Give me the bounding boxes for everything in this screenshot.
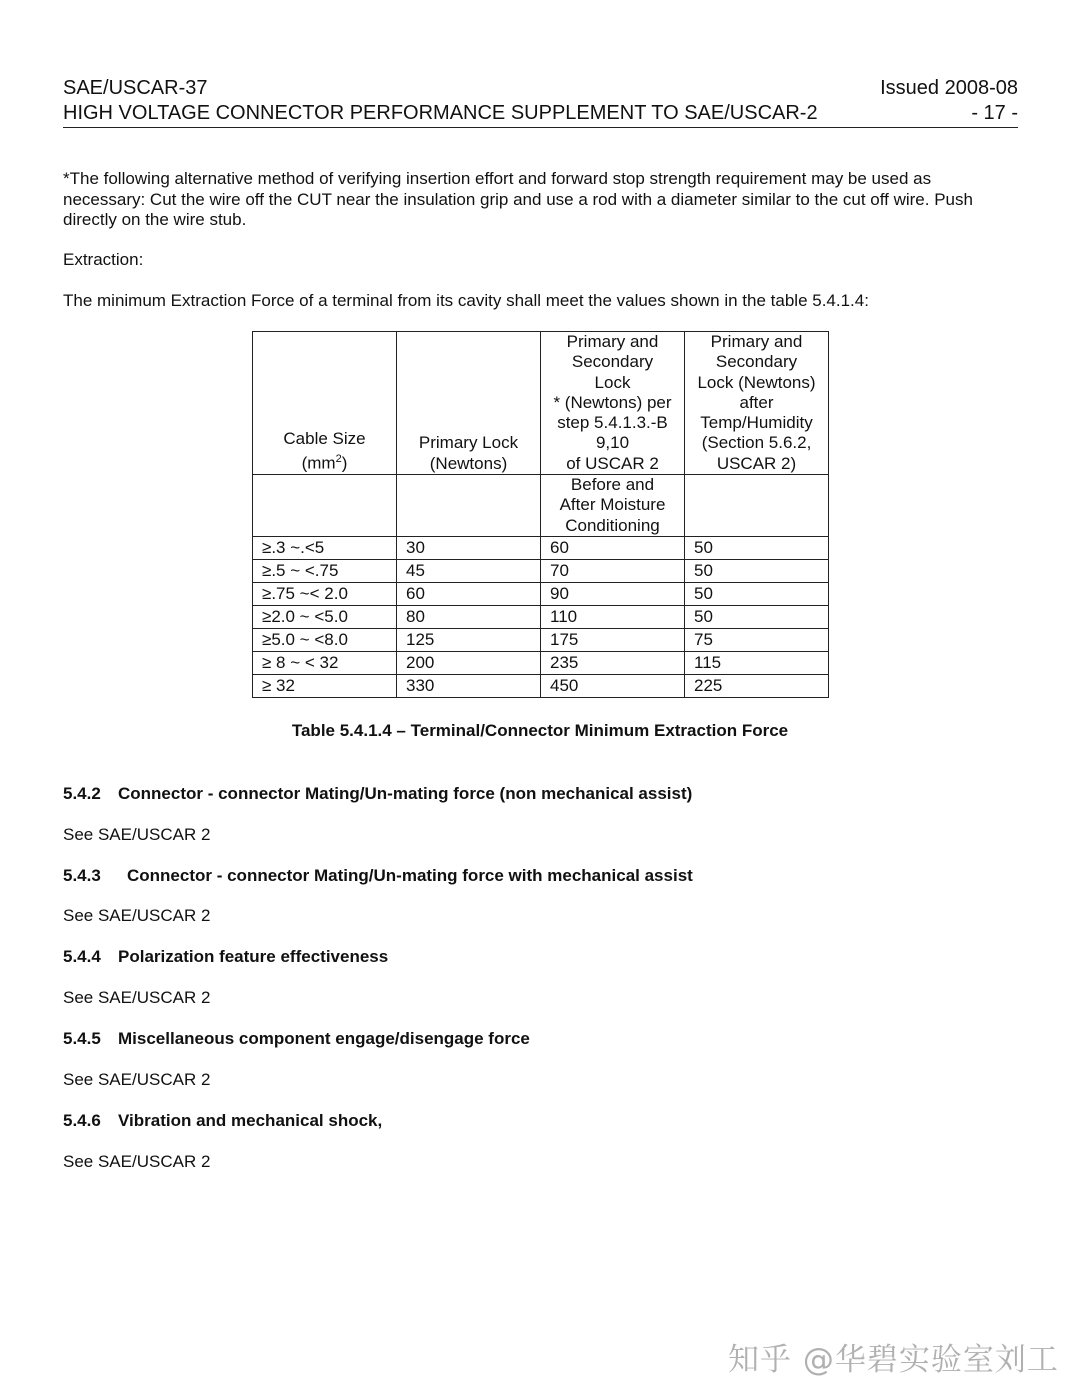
- section-heading-5-4-2: 5.4.2 Connector - connector Mating/Un-mating force (non mechanical assist): [63, 784, 693, 803]
- table-row: ≥ 32 330 450 225: [253, 675, 829, 698]
- section-heading-5-4-5: 5.4.5 Miscellaneous component engage/disengage force: [63, 1029, 530, 1048]
- page-number: - 17 -: [971, 102, 1018, 124]
- section-body-5-4-5: See SAE/USCAR 2: [63, 1070, 211, 1089]
- insertion-note: [63, 169, 1018, 231]
- page-header: [63, 76, 1018, 126]
- table-row: ≥5.0 ~ <8.0 125 175 75: [253, 629, 829, 652]
- note-line-2: necessary: Cut the wire off the CUT near the insulation grip and use a rod with a diameter similar to the cut off wire. Push: [63, 189, 973, 209]
- header-cable-size: Cable Size $(mm^2)$: [253, 332, 397, 475]
- header-rule: [63, 127, 1018, 128]
- extraction-text: The minimum Extraction Force of a terminal from its cavity shall meet the values shown in the table 5.4.1.4:: [63, 291, 869, 310]
- note-line-1: *The following alternative method of verifying insertion effort and forward stop strength requirement may be used as: [63, 169, 932, 188]
- header-primary-lock: Primary Lock (Newtons): [397, 332, 541, 475]
- doc-title: HIGH VOLTAGE CONNECTOR PERFORMANCE SUPPLEMENT TO SAE/USCAR-2: [63, 102, 818, 124]
- section-body-5-4-6: See SAE/USCAR 2: [63, 1152, 211, 1171]
- header-primary-secondary-lock: Primary and Secondary Lock * (Newtons) per step 5.4.1.3.-B 9,10 of USCAR 2: [541, 332, 685, 475]
- table-row: ≥.75 ~< 2.0 60 90 50: [253, 583, 829, 606]
- section-heading-5-4-6: 5.4.6 Vibration and mechanical shock,: [63, 1111, 383, 1130]
- section-heading-5-4-3: 5.4.3 Connector - connector Mating/Un-mating force with mechanical assist: [63, 866, 693, 885]
- header-after-temp-humidity: Primary and Secondary Lock (Newtons) after Temp/Humidity (Section 5.6.2, USCAR 2): [685, 332, 829, 475]
- doc-id: SAE/USCAR-37: [63, 77, 208, 99]
- section-body-5-4-4: See SAE/USCAR 2: [63, 988, 211, 1007]
- table-row: ≥2.0 ~ <5.0 80 110 50: [253, 606, 829, 629]
- table-subheader-row: [253, 475, 829, 537]
- section-heading-5-4-4: 5.4.4 Polarization feature effectiveness: [63, 947, 389, 966]
- table-header-row: [253, 332, 829, 475]
- table-row: ≥ 8 ~ < 32 200 235 115: [253, 652, 829, 675]
- note-line-3: directly on the wire stub.: [63, 210, 247, 229]
- watermark: 知乎 @华碧实验室刘工: [728, 1342, 1059, 1378]
- subheader-moisture: Before and After Moisture Conditioning: [541, 475, 685, 537]
- table-row: ≥.3 ~.<5 30 60 50: [253, 537, 829, 560]
- section-body-5-4-3: See SAE/USCAR 2: [63, 906, 211, 925]
- section-body-5-4-2: See SAE/USCAR 2: [63, 825, 211, 844]
- issued-date: Issued 2008-08: [880, 77, 1018, 99]
- table-caption: Table 5.4.1.4 – Terminal/Connector Minimum Extraction Force: [291, 721, 789, 740]
- table-row: ≥.5 ~ <.75 45 70 50: [253, 560, 829, 583]
- extraction-heading: Extraction:: [63, 250, 144, 269]
- extraction-force-table: [252, 331, 829, 698]
